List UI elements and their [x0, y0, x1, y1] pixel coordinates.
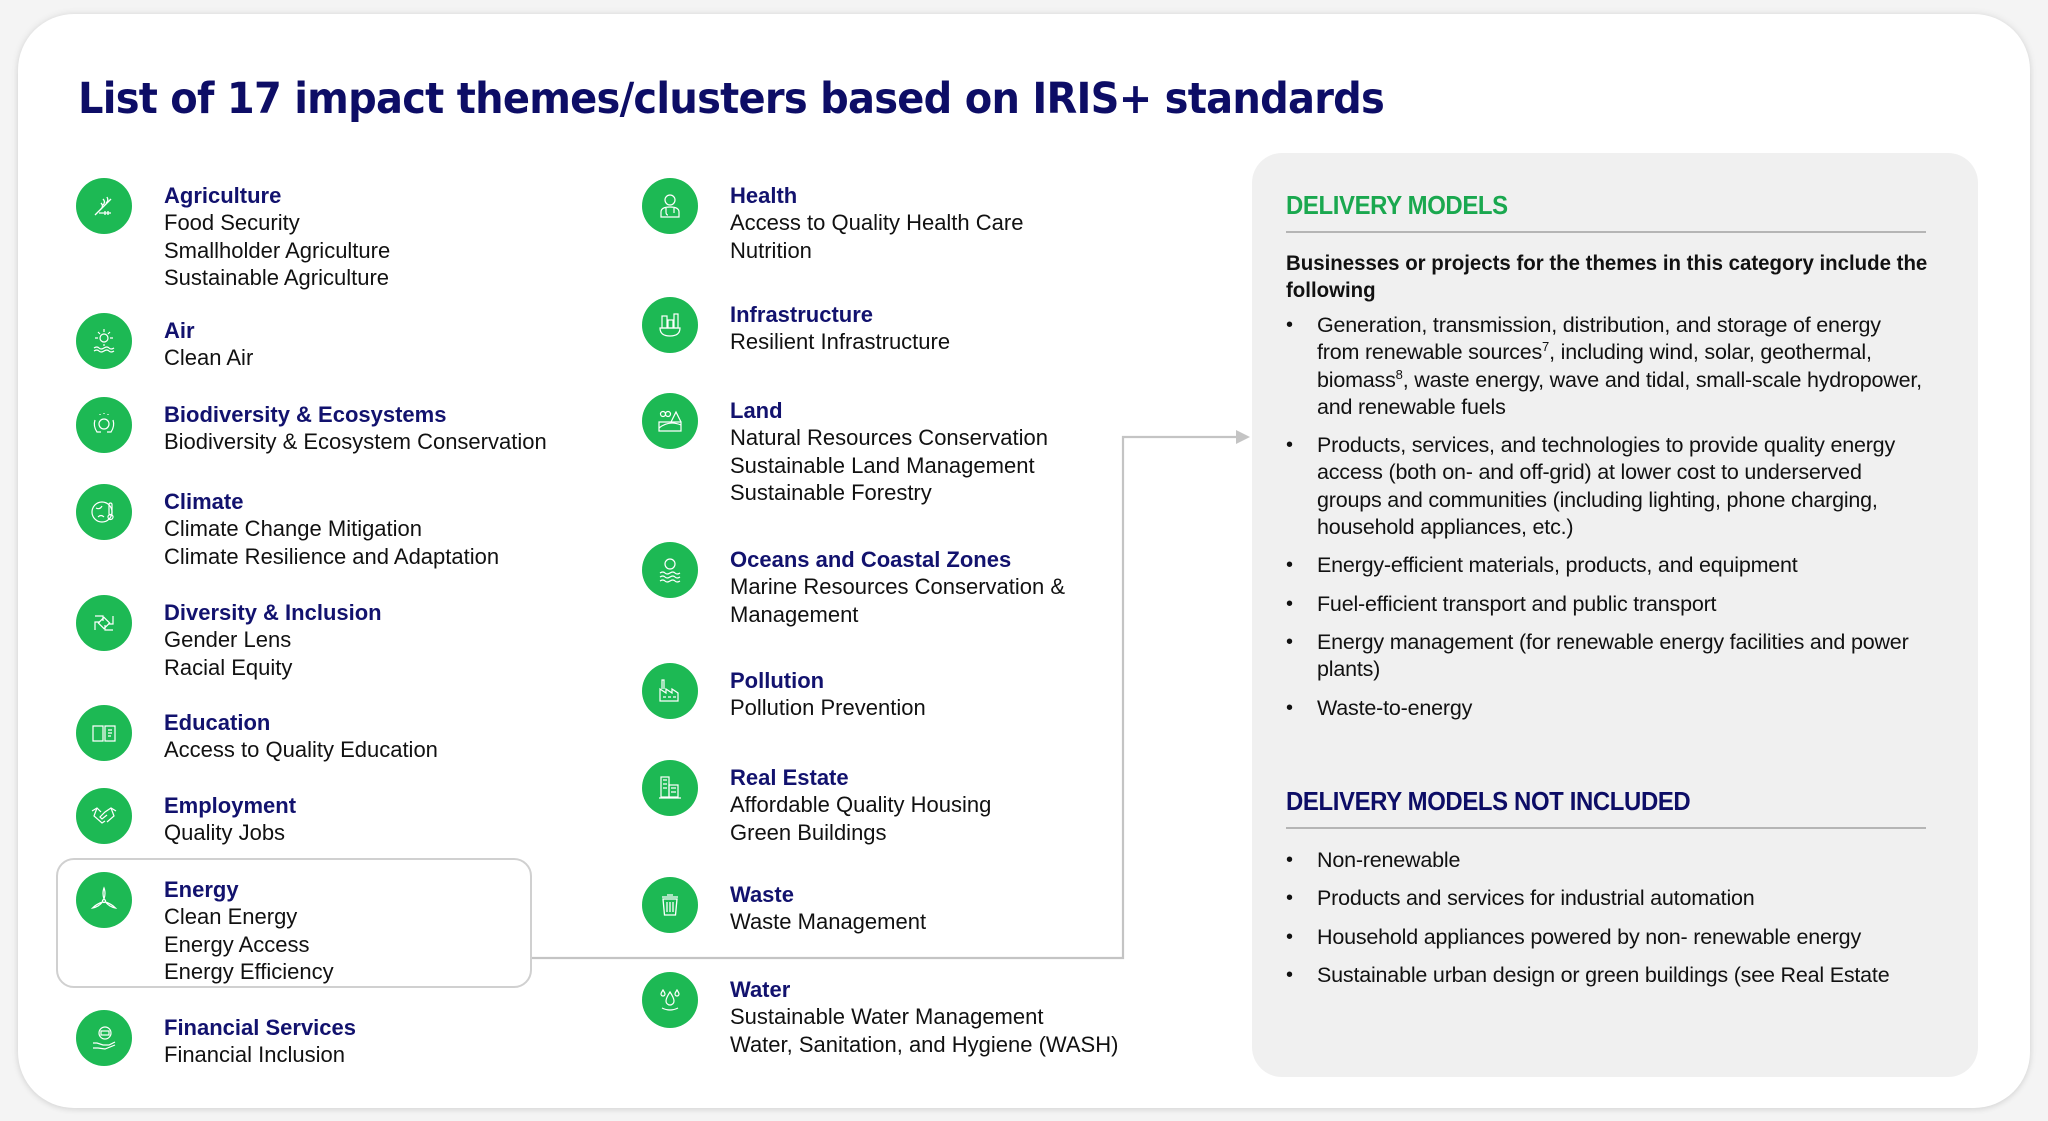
divider [1286, 827, 1926, 829]
theme-item: Sustainable Water Management [730, 1004, 1044, 1029]
list-item: • Products and services for industrial automation [1286, 885, 1926, 912]
theme-item: Quality Jobs [164, 820, 286, 845]
theme-name: Pollution [730, 668, 825, 693]
theme-name: Energy [164, 877, 239, 902]
page-title: List of 17 impact themes/clusters based on IRIS+ standards [78, 74, 1385, 124]
list-item: • Products, services, and technologies to provide quality energy access (both on- and off-grid) at lower cost to underserved groups and communities (including lighting, phone charging, household appliances, etc.) [1286, 432, 1926, 541]
theme-item: Waste Management [730, 909, 927, 934]
theme-name: Health [730, 183, 798, 208]
footnote-ref: 8 [1395, 366, 1403, 382]
hand-money-icon [76, 1010, 132, 1066]
theme-item: Management [730, 601, 859, 627]
sun-air-icon [76, 313, 132, 369]
list-item: • Sustainable urban design or green buildings (see Real Estate [1286, 962, 1926, 989]
delivery-models-panel [1252, 153, 1978, 1077]
delivery-models-section [1286, 189, 1926, 733]
theme-item: Access to Quality Health Care [730, 210, 1024, 235]
theme-item: Sustainable Agriculture [164, 265, 390, 290]
delivery-models-list [1286, 312, 1926, 722]
open-book-icon [76, 705, 132, 761]
theme-name: Agriculture [164, 183, 282, 208]
theme-item: Resilient Infrastructure [730, 329, 951, 354]
wind-turbine-icon [76, 872, 132, 928]
theme-name: Employment [164, 793, 297, 818]
list-item: • Generation, transmission, distribution, and storage of energy from renewable sources$^7$, including wind, solar, geothermal, biomass$^8$, waste energy, wave and tidal, small-scale hydropower, and renewable fuels [1286, 312, 1926, 421]
theme-item: Water, Sanitation, and Hygiene (WASH) [730, 1031, 1119, 1057]
theme-item: Sustainable Land Management [730, 452, 1035, 478]
delivery-models-intro: Businesses or projects for the themes in this category include the following [1286, 251, 1928, 302]
theme-item: Access to Quality Education [164, 737, 438, 762]
theme-item: Marine Resources Conservation & [730, 574, 1066, 599]
handshake-icon [76, 788, 132, 844]
not-included-list [1286, 847, 1926, 989]
theme-item: Biodiversity & Ecosystem Conservation [164, 429, 547, 454]
theme-name: Waste [730, 882, 794, 907]
theme-name: Biodiversity & Ecosystems [164, 402, 447, 427]
theme-name: Financial Services [164, 1015, 356, 1040]
theme-name: Diversity & Inclusion [164, 600, 382, 625]
list-item: • Non-renewable [1286, 847, 1926, 874]
buildings-icon [642, 760, 698, 816]
theme-name: Air [164, 318, 195, 343]
theme-name: Education [164, 710, 271, 735]
landscape-icon [642, 393, 698, 449]
wheat-icon [76, 178, 132, 234]
hands-earth-icon [76, 397, 132, 453]
divider [1286, 231, 1926, 233]
theme-name: Climate [164, 489, 244, 514]
list-item: • Waste-to-energy [1286, 695, 1926, 722]
globe-waves-icon [642, 542, 698, 598]
theme-item: Clean Air [164, 345, 254, 370]
theme-item: Climate Resilience and Adaptation [164, 543, 500, 569]
delivery-models-heading: DELIVERY MODELS [1286, 190, 1508, 220]
theme-item: Food Security [164, 210, 300, 235]
theme-item: Clean Energy [164, 904, 298, 929]
theme-item: Gender Lens [164, 627, 292, 652]
water-drops-icon [642, 972, 698, 1028]
doctor-icon [642, 178, 698, 234]
theme-item: Smallholder Agriculture [164, 237, 391, 263]
theme-name: Oceans and Coastal Zones [730, 547, 1012, 572]
theme-item: Energy Access [164, 931, 310, 957]
theme-item: Energy Efficiency [164, 959, 334, 984]
theme-item: Nutrition [730, 237, 812, 263]
theme-item: Natural Resources Conservation [730, 425, 1048, 450]
footnote-ref: 7 [1542, 339, 1550, 355]
list-item: • Energy management (for renewable energy facilities and power plants) [1286, 629, 1926, 684]
theme-item: Green Buildings [730, 819, 887, 845]
list-item: • Household appliances powered by non- renewable energy [1286, 924, 1926, 951]
not-included-heading: DELIVERY MODELS NOT INCLUDED [1286, 786, 1691, 816]
theme-item: Racial Equity [164, 654, 293, 680]
joined-hands-icon [76, 595, 132, 651]
theme-item: Sustainable Forestry [730, 480, 932, 505]
theme-name: Infrastructure [730, 302, 874, 327]
globe-thermometer-icon [76, 484, 132, 540]
city-gear-icon [642, 297, 698, 353]
theme-name: Water [730, 977, 791, 1002]
list-item: • Fuel-efficient transport and public transport [1286, 591, 1926, 618]
factory-icon [642, 663, 698, 719]
not-included-section [1286, 785, 1926, 1000]
theme-name: Real Estate [730, 765, 849, 790]
list-item: • Energy-efficient materials, products, and equipment [1286, 552, 1926, 579]
theme-item: Climate Change Mitigation [164, 516, 423, 541]
trash-bin-icon [642, 877, 698, 933]
theme-item: Pollution Prevention [730, 695, 926, 720]
theme-item: Financial Inclusion [164, 1042, 345, 1067]
theme-item: Affordable Quality Housing [730, 792, 992, 817]
theme-name: Land [730, 398, 783, 423]
